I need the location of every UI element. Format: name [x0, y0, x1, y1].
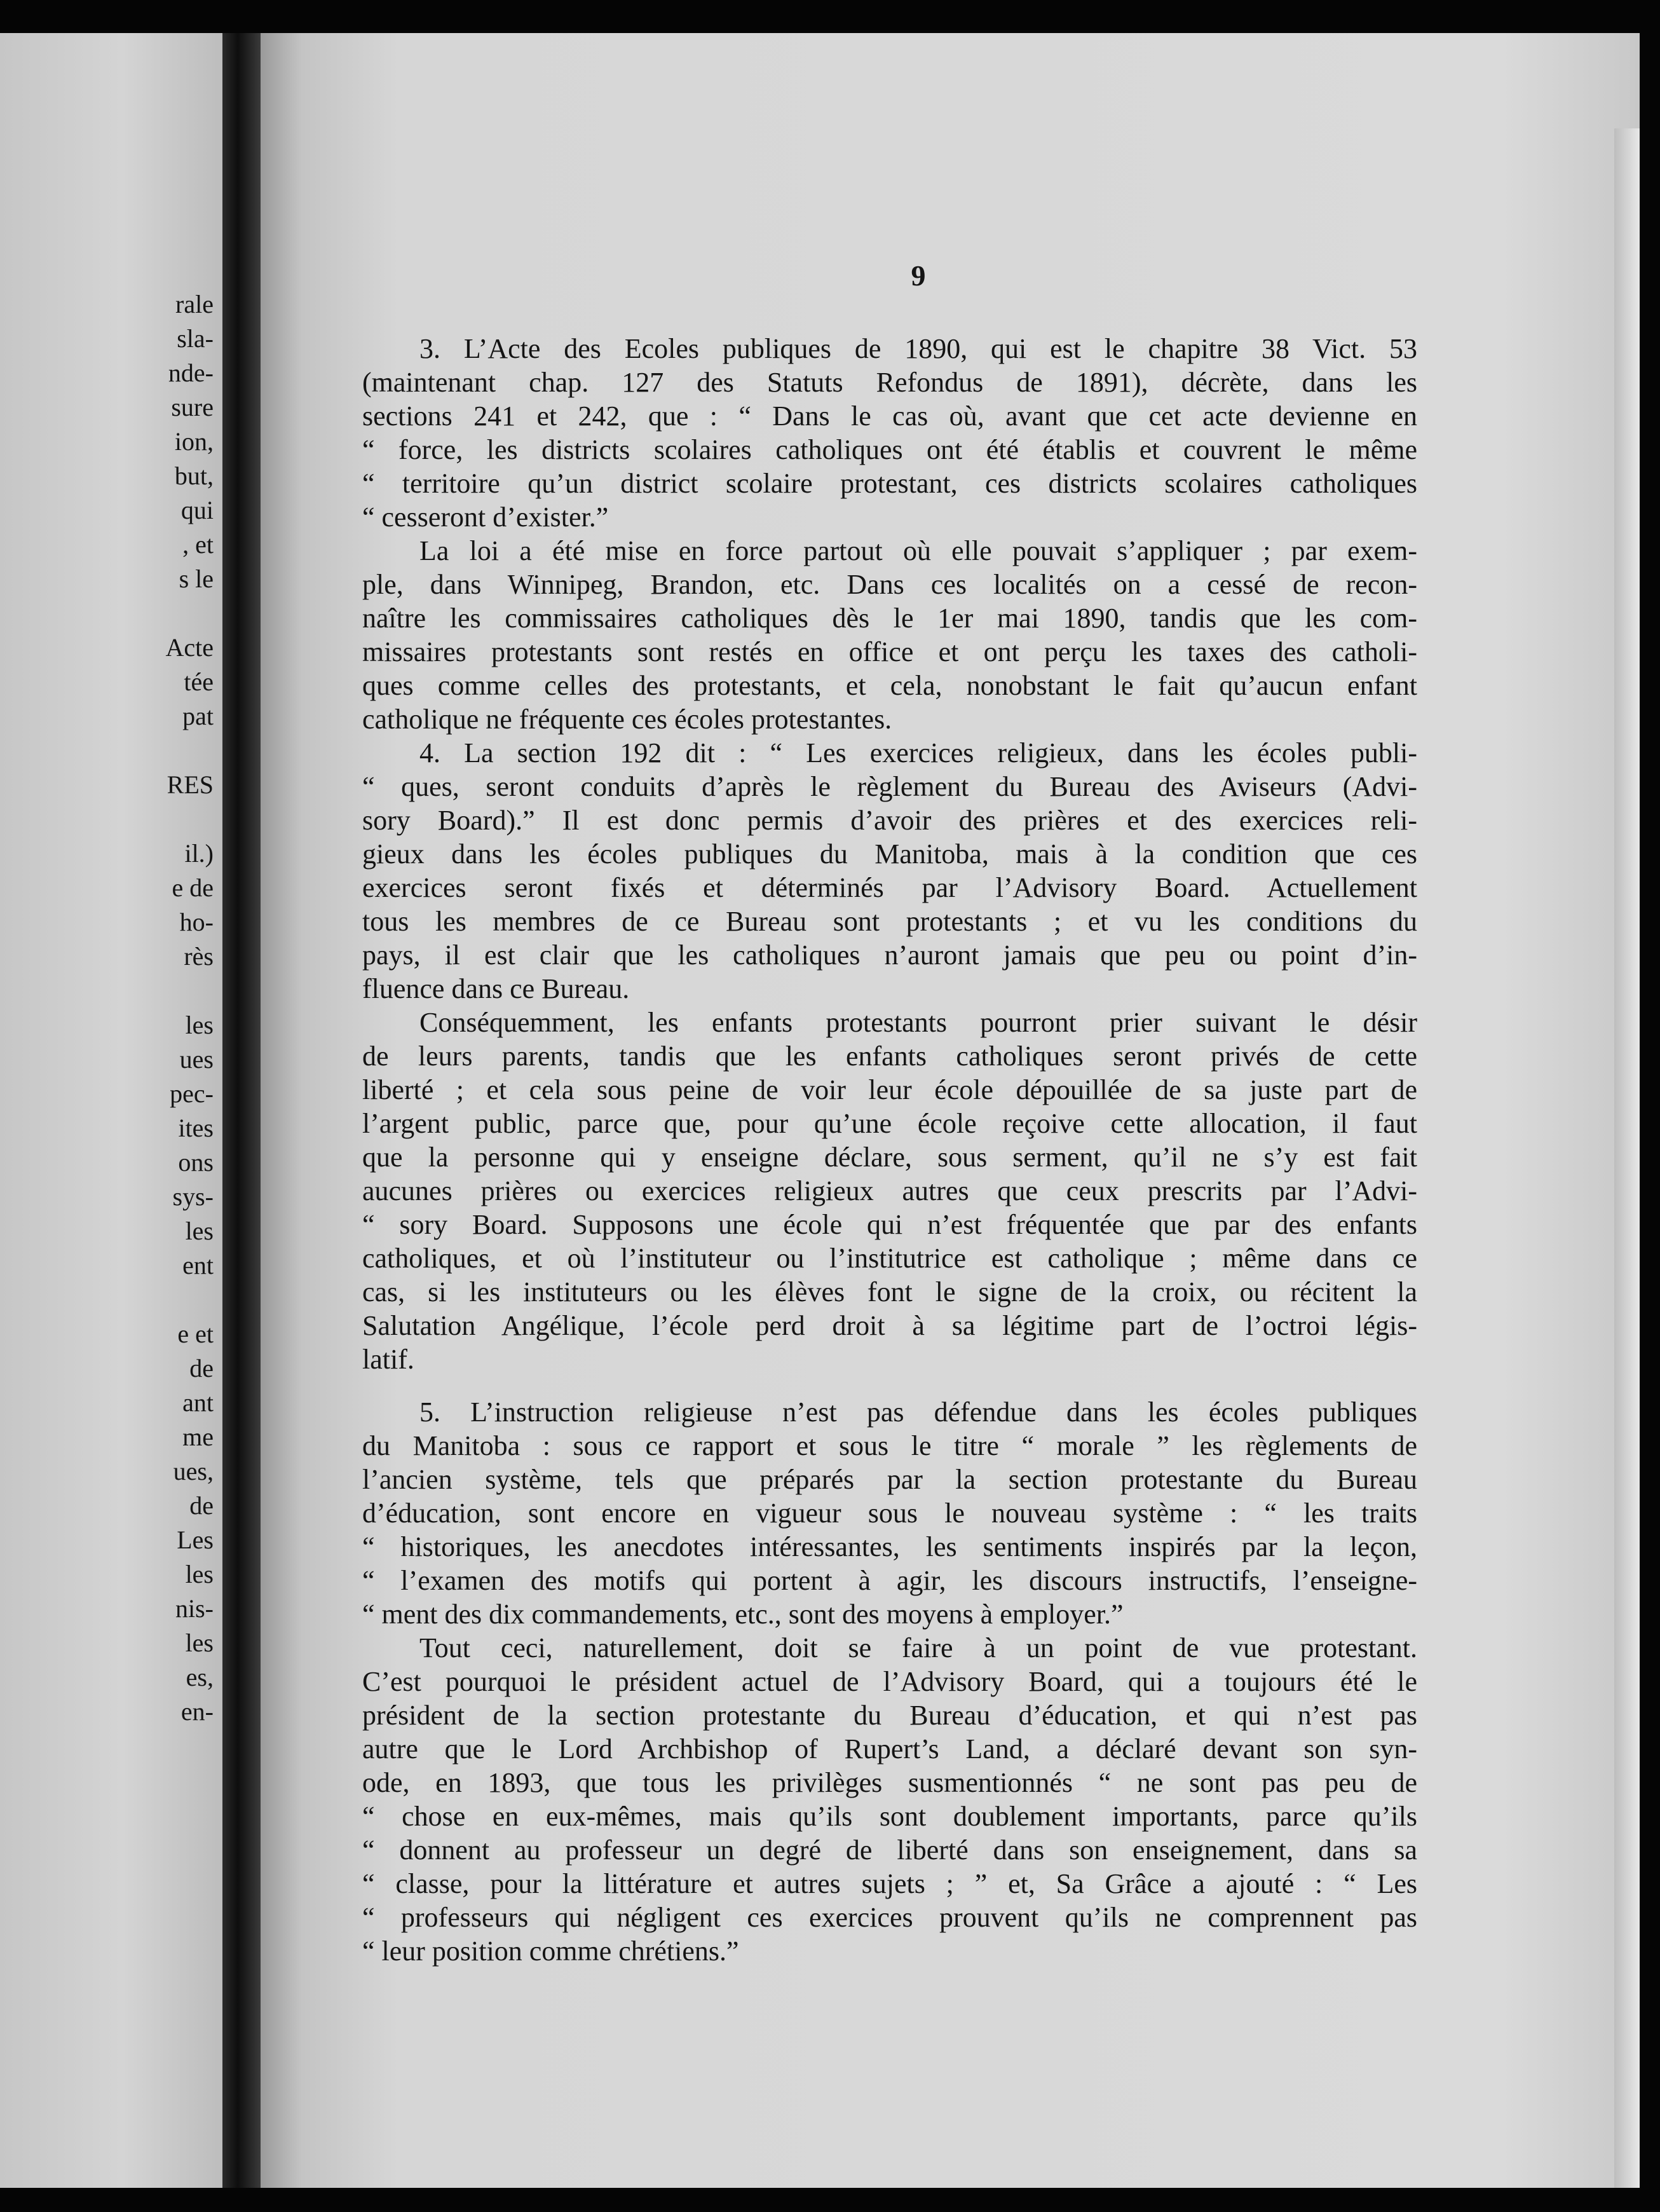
paragraph: [362, 534, 1417, 736]
text-line: aucunes prières ou exercices religieux autres que ceux prescrits par l’Advi-: [362, 1175, 1417, 1206]
page-edge: [1614, 128, 1640, 2188]
left-page-line: les: [185, 1560, 214, 1588]
text-line: exercices seront fixés et déterminés par l’Advisory Board. Actuellement: [362, 872, 1417, 903]
body-text: [362, 332, 1417, 1968]
left-page-line: [4, 1283, 214, 1317]
text-line: 4. La section 192 dit : “ Les exercices religieux, dans les écoles publi-: [419, 737, 1417, 768]
left-page-line: [4, 802, 214, 836]
left-page-line: [4, 974, 214, 1008]
text-line: d’éducation, sont encore en vigueur sous le nouveau système : “ les traits: [362, 1498, 1417, 1529]
text-line: catholique ne fréquente ces écoles protestantes.: [362, 704, 892, 735]
text-line: “ territoire qu’un district scolaire protestant, ces districts scolaires catholiques: [362, 468, 1417, 499]
text-line: tous les membres de ce Bureau sont protestants ; et vu les conditions du: [362, 906, 1417, 937]
text-line: La loi a été mise en force partout où elle pouvait s’appliquer ; par exem-: [419, 535, 1417, 566]
left-page-line: rès: [184, 942, 214, 971]
text-line: “ ques, seront conduits d’après le règlement du Bureau des Aviseurs (Advi-: [362, 771, 1417, 802]
text-line: (maintenant chap. 127 des Statuts Refondus de 1891), décrète, dans les: [362, 367, 1417, 398]
text-line: sory Board).” Il est donc permis d’avoir des prières et des exercices reli-: [362, 805, 1417, 836]
text-line: 5. L’instruction religieuse n’est pas défendue dans les écoles publiques: [419, 1396, 1417, 1428]
left-page-line: de: [189, 1354, 214, 1382]
left-page-line: e et: [177, 1320, 214, 1348]
left-page-line: Les: [177, 1526, 214, 1554]
text-line: gieux dans les écoles publiques du Manitoba, mais à la condition que ces: [362, 838, 1417, 870]
text-line: l’ancien système, tels que préparés par la section protestante du Bureau: [362, 1464, 1417, 1495]
text-line: président de la section protestante du Bureau d’éducation, et qui n’est pas: [362, 1700, 1417, 1731]
text-line: “ ment des dix commandements, etc., sont des moyens à employer.”: [362, 1599, 1124, 1630]
left-page-line: e de: [172, 873, 214, 902]
text-line: latif.: [362, 1344, 414, 1375]
left-page-line: de: [189, 1491, 214, 1520]
left-page-line: rale: [175, 290, 214, 318]
text-line: “ force, les districts scolaires catholiques ont été établis et couvrent le même: [362, 434, 1417, 465]
left-page-line: es,: [186, 1663, 214, 1691]
text-line: l’argent public, parce que, pour qu’une école reçoive cette allocation, il faut: [362, 1108, 1417, 1139]
paragraph: [362, 1006, 1417, 1376]
left-page-line: ent: [182, 1251, 214, 1280]
paragraph: [362, 332, 1417, 534]
left-page-line: tée: [184, 667, 214, 696]
text-line: 3. L’Acte des Ecoles publiques de 1890, qui est le chapitre 38 Vict. 53: [419, 333, 1417, 364]
paragraph: [362, 1631, 1417, 1968]
paragraph: [362, 736, 1417, 1006]
text-line: Conséquemment, les enfants protestants pourront prier suivant le désir: [419, 1007, 1417, 1038]
left-page-line: ant: [182, 1388, 214, 1417]
left-page-line: ues: [179, 1045, 214, 1074]
left-page-line: ites: [178, 1114, 214, 1142]
left-page-text: [4, 287, 214, 1729]
text-line: “ donnent au professeur un degré de liberté dans son enseignement, dans sa: [362, 1834, 1417, 1866]
left-page-line: ho-: [179, 908, 214, 936]
text-line: ple, dans Winnipeg, Brandon, etc. Dans ces localités on a cessé de recon-: [362, 569, 1417, 600]
text-line: du Manitoba : sous ce rapport et sous le titre “ morale ” les règlements de: [362, 1430, 1417, 1461]
book-gutter: [222, 33, 261, 2188]
text-line: catholiques, et où l’instituteur ou l’institutrice est catholique ; même dans ce: [362, 1243, 1417, 1274]
text-line: “ sory Board. Supposons une école qui n’est fréquentée que par des enfants: [362, 1209, 1417, 1240]
text-line: autre que le Lord Archbishop of Rupert’s Land, a déclaré devant son syn-: [362, 1733, 1417, 1765]
left-page-line: sure: [171, 393, 214, 421]
paragraph: [362, 1395, 1417, 1631]
right-page: [261, 33, 1640, 2188]
page-number: 9: [911, 259, 926, 292]
text-line: naître les commissaires catholiques dès le 1er mai 1890, tandis que les com-: [362, 603, 1417, 634]
text-line: fluence dans ce Bureau.: [362, 973, 630, 1004]
left-page-line: nis-: [175, 1594, 214, 1623]
text-line: sections 241 et 242, que : “ Dans le cas où, avant que cet acte devienne en: [362, 400, 1417, 432]
text-line: “ leur position comme chrétiens.”: [362, 1936, 739, 1967]
left-page-line: pat: [182, 702, 214, 730]
left-page-line: en-: [180, 1697, 214, 1726]
left-page-line: il.): [184, 839, 214, 868]
text-line: cas, si les instituteurs ou les élèves font le signe de la croix, ou récitent la: [362, 1276, 1417, 1307]
text-line: “ classe, pour la littérature et autres sujets ; ” et, Sa Grâce a ajouté : “ Les: [362, 1868, 1417, 1899]
left-page-line: ues,: [173, 1457, 214, 1485]
left-page-line: ion,: [174, 427, 214, 456]
text-line: pays, il est clair que les catholiques n’auront jamais que peu ou point d’in-: [362, 939, 1417, 971]
left-page-line: RES: [167, 770, 214, 799]
text-line: “ l’examen des motifs qui portent à agir, les discours instructifs, l’enseigne-: [362, 1565, 1417, 1596]
text-line: C’est pourquoi le président actuel de l’Advisory Board, qui a toujours été le: [362, 1666, 1417, 1697]
left-page-line: les: [185, 1628, 214, 1657]
text-line: ques comme celles des protestants, et cela, nonobstant le fait qu’aucun enfant: [362, 670, 1417, 701]
text-line: Tout ceci, naturellement, doit se faire à un point de vue protestant.: [419, 1632, 1417, 1663]
text-line: “ chose en eux-mêmes, mais qu’ils sont doublement importants, parce qu’ils: [362, 1801, 1417, 1832]
text-line: Salutation Angélique, l’école perd droit à sa légitime part de l’octroi légis-: [362, 1310, 1417, 1341]
left-page-line: sys-: [172, 1182, 214, 1211]
left-page-line: qui: [180, 496, 214, 524]
text-line: “ cesseront d’exister.”: [362, 502, 609, 533]
left-page-line: , et: [182, 530, 214, 559]
left-page-line: nde-: [168, 358, 214, 387]
text-line: que la personne qui y enseigne déclare, sous serment, qu’il ne s’y est fait: [362, 1142, 1417, 1173]
text-line: “ professeurs qui négligent ces exercices prouvent qu’ils ne comprennent pas: [362, 1902, 1417, 1933]
text-line: ode, en 1893, que tous les privilèges susmentionnés “ ne sont pas peu de: [362, 1767, 1417, 1798]
left-page-line: les: [185, 1011, 214, 1039]
left-page-line: [4, 596, 214, 631]
left-page-line: les: [185, 1217, 214, 1245]
left-page-line: but,: [174, 461, 214, 490]
left-page-line: me: [182, 1423, 214, 1451]
left-page-line: Acte: [165, 633, 214, 662]
left-page-line: ons: [178, 1148, 214, 1177]
text-line: de leurs parents, tandis que les enfants catholiques seront privés de cette: [362, 1041, 1417, 1072]
text-line: liberté ; et cela sous peine de voir leur école dépouillée de sa juste part de: [362, 1074, 1417, 1105]
left-page-line: pec-: [170, 1079, 214, 1108]
left-page-fragment: [0, 33, 222, 2188]
text-line: “ historiques, les anecdotes intéressantes, les sentiments inspirés par la leçon,: [362, 1531, 1417, 1562]
left-page-line: s le: [179, 564, 214, 593]
left-page-line: [4, 734, 214, 768]
text-line: missaires protestants sont restés en office et ont perçu les taxes des catholi-: [362, 636, 1417, 667]
left-page-line: sla-: [177, 324, 214, 353]
